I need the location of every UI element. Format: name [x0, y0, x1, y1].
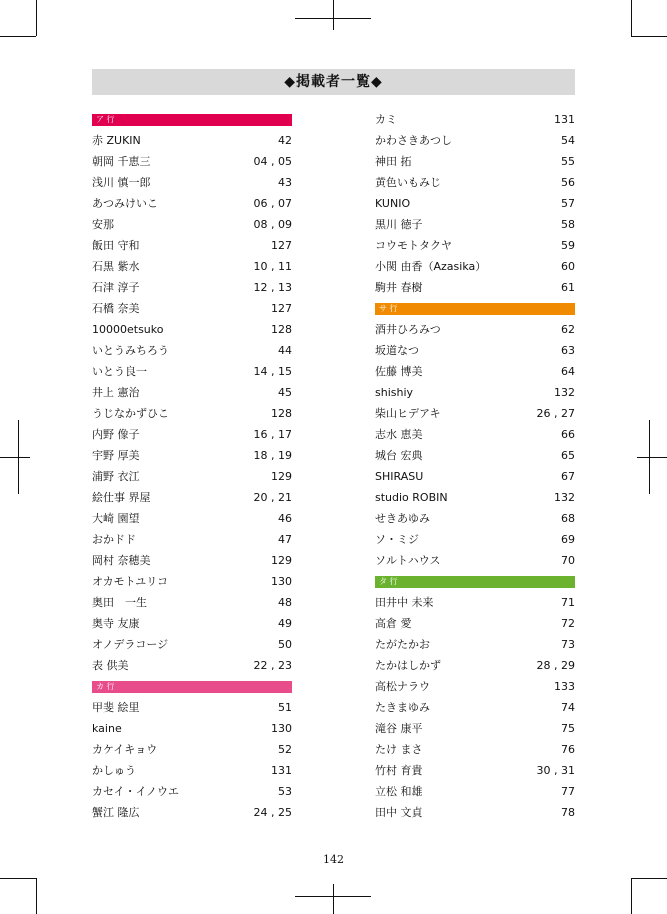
- list-item: [92, 613, 292, 634]
- list-item: [92, 235, 292, 256]
- page-reference: 130: [271, 722, 292, 735]
- contributor-name: いとう良一: [92, 365, 147, 378]
- contributor-name: たけ まさ: [375, 743, 423, 756]
- contributor-name: 安那: [92, 218, 114, 231]
- contributor-name: カミ: [375, 113, 397, 126]
- contributor-name: 柴山ヒデアキ: [375, 407, 441, 420]
- page-reference: 28 , 29: [536, 659, 575, 672]
- crop-mark: [631, 36, 667, 37]
- page-reference: 43: [278, 176, 292, 189]
- page-reference: 68: [561, 512, 575, 525]
- contributor-name: コウモトタクヤ: [375, 239, 452, 252]
- crop-mark: [631, 878, 667, 879]
- contributor-name: 高倉 愛: [375, 617, 412, 630]
- page-reference: 133: [554, 680, 575, 693]
- page-reference: 10 , 11: [253, 260, 292, 273]
- list-item: [92, 739, 292, 760]
- contributor-name: 宇野 厚美: [92, 449, 140, 462]
- list-item: [92, 487, 292, 508]
- contributor-name: 朝岡 千恵三: [92, 155, 151, 168]
- contributor-name: たきまゆみ: [375, 701, 430, 714]
- page-title: ◆掲載者一覧◆: [92, 69, 575, 95]
- contributor-name: オカモトユリコ: [92, 575, 169, 588]
- page-reference: 52: [278, 743, 292, 756]
- page-reference: 64: [561, 365, 575, 378]
- section-header: [375, 298, 575, 319]
- list-item: [375, 592, 575, 613]
- page-reference: 45: [278, 386, 292, 399]
- page-reference: 48: [278, 596, 292, 609]
- page-reference: 12 , 13: [253, 281, 292, 294]
- contributor-name: 志水 恵美: [375, 428, 423, 441]
- contributor-name: 岡村 奈穂美: [92, 554, 151, 567]
- page-reference: 16 , 17: [253, 428, 292, 441]
- list-item: [92, 529, 292, 550]
- crop-mark: [333, 884, 334, 914]
- list-item: [375, 193, 575, 214]
- page-reference: 130: [271, 575, 292, 588]
- page-reference: 42: [278, 134, 292, 147]
- contributor-name: 浦野 衣江: [92, 470, 140, 483]
- contributor-name: 絵仕事 界屋: [92, 491, 151, 504]
- contributor-name: 蟹江 隆広: [92, 806, 140, 819]
- page-reference: 24 , 25: [253, 806, 292, 819]
- contributor-name: 奥田 一生: [92, 596, 147, 609]
- page-reference: 50: [278, 638, 292, 651]
- contributor-name: 10000etsuko: [92, 323, 164, 336]
- contributor-name: KUNIO: [375, 197, 411, 210]
- page-reference: 67: [561, 470, 575, 483]
- list-item: [375, 529, 575, 550]
- contributor-name: 坂道なつ: [375, 344, 419, 357]
- contributor-name: 奥寺 友康: [92, 617, 140, 630]
- contributor-name: kaine: [92, 722, 122, 735]
- contributor-name: 表 供美: [92, 659, 129, 672]
- contributor-name: 石橋 奈美: [92, 302, 140, 315]
- contributor-name: 田中 文貞: [375, 806, 423, 819]
- list-item: [375, 550, 575, 571]
- page-reference: 66: [561, 428, 575, 441]
- list-item: [92, 508, 292, 529]
- crop-mark: [649, 420, 650, 494]
- list-item: [375, 697, 575, 718]
- crop-mark: [637, 457, 667, 458]
- list-item: [375, 424, 575, 445]
- page-reference: 14 , 15: [253, 365, 292, 378]
- list-item: [375, 109, 575, 130]
- contributor-name: せきあゆみ: [375, 512, 430, 525]
- list-item: [92, 361, 292, 382]
- page-reference: 06 , 07: [253, 197, 292, 210]
- contributor-name: 駒井 春樹: [375, 281, 423, 294]
- list-item: [375, 739, 575, 760]
- list-item: [375, 319, 575, 340]
- contributor-name: 佐藤 博美: [375, 365, 423, 378]
- crop-mark: [0, 878, 36, 879]
- section-header: [92, 676, 292, 697]
- list-item: [92, 781, 292, 802]
- page-reference: 128: [271, 407, 292, 420]
- page-reference: 65: [561, 449, 575, 462]
- list-item: [375, 487, 575, 508]
- contributor-name: カケイキョウ: [92, 743, 158, 756]
- list-item: [92, 571, 292, 592]
- contributor-name: 内野 像子: [92, 428, 140, 441]
- contributor-name: 赤 ZUKIN: [92, 134, 141, 147]
- list-item: [375, 676, 575, 697]
- list-item: [92, 382, 292, 403]
- contributor-name: SHIRASU: [375, 470, 424, 483]
- section-header: [375, 571, 575, 592]
- page-reference: 56: [561, 176, 575, 189]
- section-label: カ 行: [92, 681, 292, 693]
- page-reference: 54: [561, 134, 575, 147]
- list-item: [375, 277, 575, 298]
- page-reference: 22 , 23: [253, 659, 292, 672]
- page-reference: 78: [561, 806, 575, 819]
- crop-mark: [295, 896, 371, 897]
- contributor-name: 滝谷 康平: [375, 722, 423, 735]
- list-item: [375, 781, 575, 802]
- page-reference: 71: [561, 596, 575, 609]
- page-reference: 04 , 05: [253, 155, 292, 168]
- contributor-name: 神田 拓: [375, 155, 412, 168]
- contributor-name: かわさきあつし: [375, 134, 452, 147]
- list-item: [92, 655, 292, 676]
- page-reference: 60: [561, 260, 575, 273]
- crop-mark: [631, 0, 632, 36]
- contributor-name: 甲斐 絵里: [92, 701, 140, 714]
- page-reference: 73: [561, 638, 575, 651]
- page-reference: 132: [554, 491, 575, 504]
- left-column: [92, 109, 292, 823]
- contributor-name: 黒川 徳子: [375, 218, 423, 231]
- page-reference: 132: [554, 386, 575, 399]
- page-reference: 74: [561, 701, 575, 714]
- list-item: [375, 508, 575, 529]
- list-item: [375, 130, 575, 151]
- page-reference: 59: [561, 239, 575, 252]
- list-item: [375, 760, 575, 781]
- contributor-name: 酒井ひろみつ: [375, 323, 441, 336]
- contributor-name: いとうみちろう: [92, 344, 169, 357]
- contributor-name: 田井中 未来: [375, 596, 434, 609]
- crop-mark: [36, 878, 37, 914]
- page-reference: 127: [271, 239, 292, 252]
- list-item: [375, 466, 575, 487]
- crop-mark: [295, 18, 371, 19]
- page-reference: 61: [561, 281, 575, 294]
- list-item: [92, 445, 292, 466]
- contributor-name: あつみけいこ: [92, 197, 158, 210]
- contributor-name: 黄色いもみじ: [375, 176, 441, 189]
- list-item: [375, 445, 575, 466]
- page-reference: 57: [561, 197, 575, 210]
- page-reference: 51: [278, 701, 292, 714]
- list-item: [92, 697, 292, 718]
- page-reference: 58: [561, 218, 575, 231]
- list-item: [375, 235, 575, 256]
- crop-mark: [0, 36, 36, 37]
- contributor-name: たかはしかず: [375, 659, 441, 672]
- list-item: [375, 340, 575, 361]
- page-reference: 08 , 09: [253, 218, 292, 231]
- crop-mark: [333, 0, 334, 30]
- contributor-name: かしゅう: [92, 764, 136, 777]
- contributor-name: オノデラコージ: [92, 638, 169, 651]
- list-item: [92, 214, 292, 235]
- page-reference: 46: [278, 512, 292, 525]
- list-item: [92, 172, 292, 193]
- crop-mark: [631, 878, 632, 914]
- crop-mark: [36, 0, 37, 36]
- list-item: [375, 214, 575, 235]
- list-item: [92, 718, 292, 739]
- list-item: [92, 340, 292, 361]
- page-reference: 53: [278, 785, 292, 798]
- list-item: [375, 256, 575, 277]
- list-item: [375, 634, 575, 655]
- page-reference: 129: [271, 554, 292, 567]
- list-item: [375, 802, 575, 823]
- contributor-name: 城台 宏典: [375, 449, 423, 462]
- page-reference: 44: [278, 344, 292, 357]
- list-item: [375, 718, 575, 739]
- page-reference: 70: [561, 554, 575, 567]
- page-reference: 26 , 27: [536, 407, 575, 420]
- page-reference: 131: [271, 764, 292, 777]
- section-label: タ 行: [375, 576, 575, 588]
- contributor-name: 浅川 慎一郎: [92, 176, 151, 189]
- list-item: [92, 130, 292, 151]
- list-item: [375, 172, 575, 193]
- page-reference: 72: [561, 617, 575, 630]
- contributor-name: うじなかずひこ: [92, 407, 169, 420]
- contributor-name: 飯田 守和: [92, 239, 140, 252]
- list-item: [92, 256, 292, 277]
- section-label: サ 行: [375, 303, 575, 315]
- page-reference: 131: [554, 113, 575, 126]
- page-reference: 127: [271, 302, 292, 315]
- page-reference: 77: [561, 785, 575, 798]
- page-reference: 62: [561, 323, 575, 336]
- page-reference: 20 , 21: [253, 491, 292, 504]
- page-reference: 128: [271, 323, 292, 336]
- contributor-name: studio ROBIN: [375, 491, 448, 504]
- list-item: [92, 298, 292, 319]
- contributor-name: カセイ・イノウエ: [92, 785, 180, 798]
- page-reference: 129: [271, 470, 292, 483]
- page-reference: 49: [278, 617, 292, 630]
- page-reference: 76: [561, 743, 575, 756]
- list-item: [92, 424, 292, 445]
- list-item: [375, 403, 575, 424]
- list-item: [92, 403, 292, 424]
- list-item: [92, 277, 292, 298]
- contributor-name: おかドド: [92, 533, 136, 546]
- list-item: [92, 319, 292, 340]
- contributor-name: たがたかお: [375, 638, 430, 651]
- page-reference: 69: [561, 533, 575, 546]
- list-item: [375, 151, 575, 172]
- page-reference: 30 , 31: [536, 764, 575, 777]
- list-item: [92, 466, 292, 487]
- contributor-name: 石黒 紫水: [92, 260, 140, 273]
- contributor-name: 石津 淳子: [92, 281, 140, 294]
- list-item: [375, 382, 575, 403]
- page-reference: 63: [561, 344, 575, 357]
- crop-mark: [0, 457, 30, 458]
- contributor-name: 大崎 園望: [92, 512, 140, 525]
- contributor-name: 小関 由香（Azasika）: [375, 260, 487, 273]
- contributor-name: 井上 憲治: [92, 386, 140, 399]
- contributor-name: shishiy: [375, 386, 414, 399]
- list-item: [92, 151, 292, 172]
- list-item: [92, 802, 292, 823]
- page-reference: 75: [561, 722, 575, 735]
- page-reference: 47: [278, 533, 292, 546]
- contributor-name: 竹村 育貴: [375, 764, 423, 777]
- list-item: [92, 550, 292, 571]
- page-reference: 18 , 19: [253, 449, 292, 462]
- contributor-name: 立松 和雄: [375, 785, 423, 798]
- contributor-name: ソルトハウス: [375, 554, 441, 567]
- list-item: [92, 760, 292, 781]
- list-item: [375, 613, 575, 634]
- list-item: [92, 592, 292, 613]
- page-number: 142: [323, 853, 344, 866]
- section-header: [92, 109, 292, 130]
- page-reference: 55: [561, 155, 575, 168]
- section-label: ア 行: [92, 114, 292, 126]
- contributor-name: 高松ナラウ: [375, 680, 430, 693]
- list-item: [92, 193, 292, 214]
- contributor-name: ソ・ミジ: [375, 533, 419, 546]
- list-item: [375, 655, 575, 676]
- right-column: [375, 109, 575, 823]
- list-item: [92, 634, 292, 655]
- list-item: [375, 361, 575, 382]
- crop-mark: [18, 420, 19, 494]
